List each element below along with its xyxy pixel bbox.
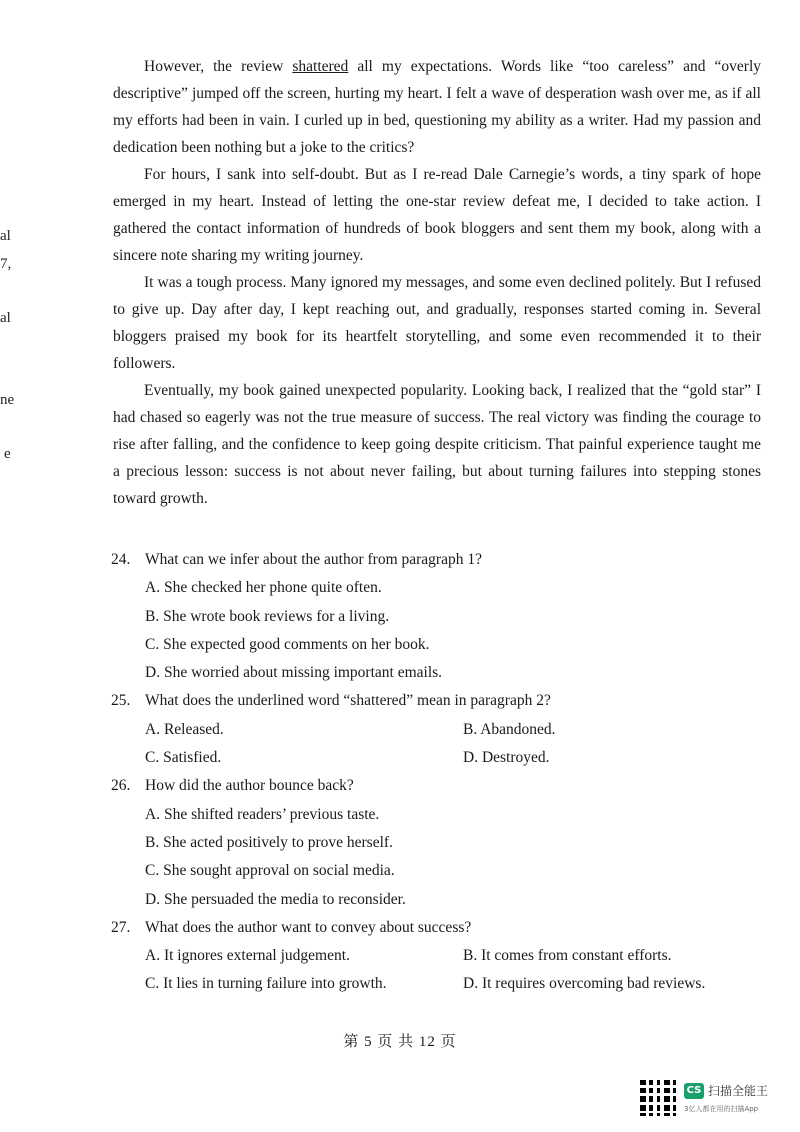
option: A. She shifted readers’ previous taste. — [145, 805, 380, 823]
margin-fragment: al — [0, 310, 11, 326]
option: C. Satisfied. — [145, 749, 222, 767]
option: D. She worried about missing important emails. — [145, 664, 443, 682]
page-number-footer: 第 5 页 共 12 页 — [343, 1034, 457, 1050]
question-text: What does the underlined word “shattered” mean in paragraph 2? — [145, 692, 551, 710]
paragraph: It was a tough process. Many ignored my messages, and some even declined politely. But I refused to give up. Day after day, I kept reaching out, and gradually, responses started coming in. Several bloggers praised my book for its heartfelt storytelling, and some even recommended it to their followers. — [113, 274, 761, 372]
scanner-app-name: 扫描全能王 — [708, 1084, 769, 1098]
underlined-word: shattered — [292, 58, 349, 75]
qr-code-icon — [640, 1080, 676, 1116]
option: C. She expected good comments on her book. — [145, 635, 430, 653]
option: D. It requires overcoming bad reviews. — [463, 975, 706, 993]
option: C. She sought approval on social media. — [145, 862, 395, 880]
option-row — [111, 942, 771, 970]
paragraph: Eventually, my book gained unexpected popularity. Looking back, I realized that the “gold star” I had chased so eagerly was not the true measure of success. The real victory was finding the courage to rise after falling, and the confidence to keep going despite criticism. That painful experience taught me a precious lesson: success is not about never failing, but about turning failures into stepping stones toward growth. — [113, 382, 761, 507]
option: A. It ignores external judgement. — [145, 947, 350, 965]
margin-fragment: ne — [0, 392, 15, 408]
option-row — [111, 744, 771, 772]
camscanner-logo-icon: CS — [684, 1083, 704, 1099]
paragraph — [113, 53, 761, 161]
option: D. She persuaded the media to reconsider. — [145, 890, 406, 908]
option: B. She acted positively to prove herself. — [145, 833, 393, 851]
option: C. It lies in turning failure into growth. — [145, 975, 387, 993]
option: D. Destroyed. — [463, 749, 550, 767]
option: B. It comes from constant efforts. — [463, 947, 672, 965]
option: B. She wrote book reviews for a living. — [145, 607, 390, 625]
paragraph-text: all my expectations. Words like “too careless” and “overly descriptive” jumped off the screen, hurting my heart. I felt a wave of desperation wash over me, as if all my efforts had been in vain. I curled up in bed, questioning my ability as a writer. Had my passion and dedication been nothing but a joke to the critics? — [113, 58, 762, 156]
question-text: What does the author want to convey about success? — [145, 918, 472, 936]
margin-fragment: e — [4, 446, 11, 462]
question-text: What can we infer about the author from paragraph 1? — [145, 551, 482, 568]
question — [111, 687, 771, 715]
question — [111, 914, 771, 942]
scanner-tagline: 3亿人都在用的扫描App — [684, 1105, 759, 1113]
scanner-watermark — [640, 1080, 790, 1120]
question-number: 25. — [111, 692, 131, 710]
question-text: How did the author bounce back? — [145, 777, 354, 795]
option: B. Abandoned. — [463, 720, 556, 738]
question-list — [111, 546, 771, 999]
question-number: 27. — [111, 918, 131, 936]
question-number: 26. — [111, 777, 131, 795]
option: A. Released. — [145, 720, 224, 738]
question-number: 24. — [111, 551, 131, 568]
margin-fragment: al — [0, 228, 11, 244]
option-row — [111, 716, 771, 744]
reading-passage — [113, 53, 761, 512]
paragraph-text: However, the review — [144, 58, 293, 75]
paragraph: For hours, I sank into self-doubt. But as I re-read Dale Carnegie’s words, a tiny spark of hope emerged in my heart. Instead of letting the one-star review defeat me, I decided to take action. I gathered the contact information of hundreds of book bloggers and sent them my book, along with a sincere note sharing my writing journey. — [113, 166, 761, 264]
option-row — [111, 970, 771, 998]
question — [111, 772, 771, 800]
margin-fragment: 7, — [0, 256, 12, 272]
question — [111, 546, 771, 574]
option: A. She checked her phone quite often. — [145, 579, 382, 597]
